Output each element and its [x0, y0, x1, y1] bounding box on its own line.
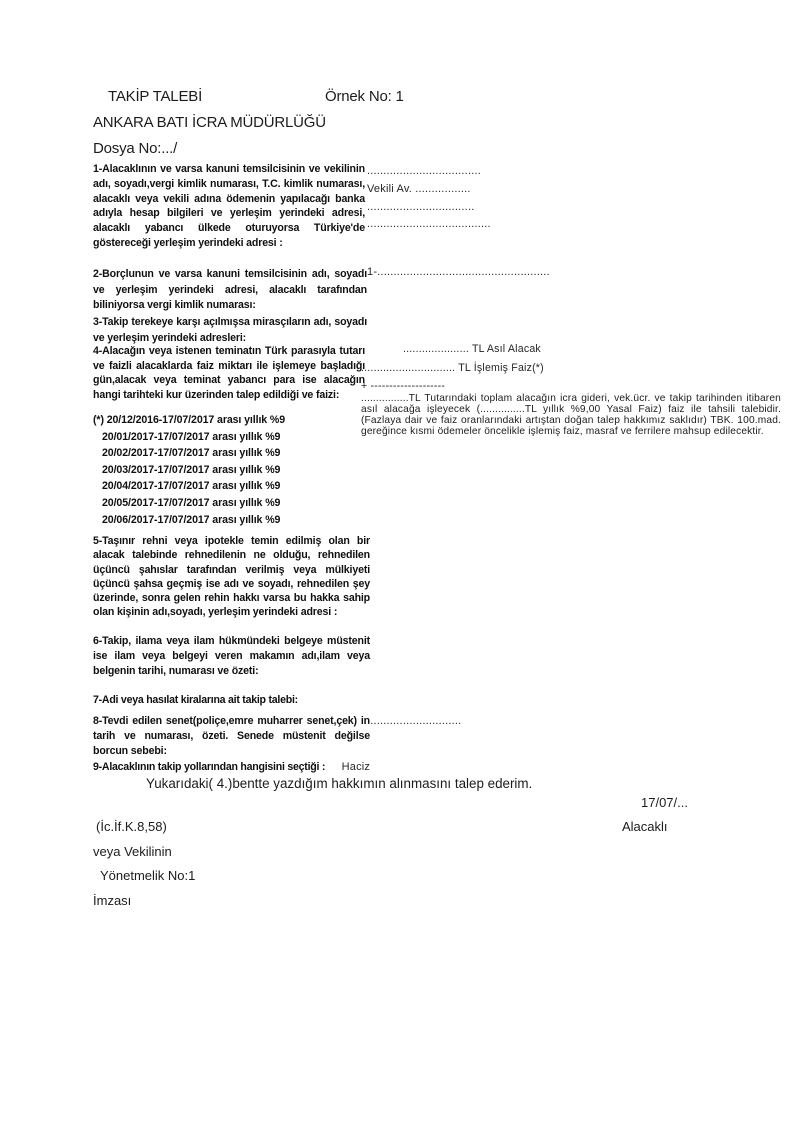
section-2-label: 2-Borçlunun ve varsa kanuni temsilcisinin adı, soyadı ve yerleşim yerindeki adresi, alacaklı tarafından biliniyorsa vergi kimlik numarası: [93, 268, 367, 311]
section-4-label: 4-Alacağın veya istenen teminatın Türk parasıyla tutarı ve faizli alacaklarda faiz miktarı ile işlemeye başladığı gün,alacak veya teminat yabancı para ise alacağın hangi tarihteki kur üzerinden talep edildiği ve faizi: [93, 345, 365, 401]
ornek-no: Örnek No: 1 [325, 88, 404, 105]
section-9-row [93, 757, 370, 775]
section-1-fill-lines [367, 163, 491, 234]
fill-line: ...................................... [367, 218, 491, 231]
total-claim-note: ................TL Tutarındaki toplam alacağın icra gideri, vek.ücr. ve takip tarihinden itibaren asıl alacağa işleyecek (...............TL yıllık %9,00 Yasal Faiz) faiz ile tahsili talebidir. (Fazlaya dair ve faiz oranlarındaki artıştan doğan talep hakkımız saklıdır) TBK. 100.mad. gereğince kısmi ödemeler öncelikle işlemiş faiz, masraf ve ferrilere mahsup edilecektir. [361, 393, 781, 437]
interest-rate-list [93, 412, 285, 528]
section-2-fill-line: 1-..................................................... [367, 266, 550, 278]
section-6-label: 6-Takip, ilama veya ilam hükmündeki belgeye müstenit ise ilam veya belgeyi veren makamın adı,ilam veya belgenin tarihi, numarası ve özeti: [93, 635, 370, 677]
claim-amount-lines [361, 340, 544, 396]
section-3-label: 3-Takip terekeye karşı açılmışsa mirasçıların adı, soyadı ve yerleşim yerindeki adresleri: [93, 316, 367, 344]
interest-rate-line: 20/05/2017-17/07/2017 arası yıllık %9 [102, 496, 281, 509]
section-9-value-haciz: Haciz [341, 761, 371, 773]
section-8-fill-line: ............................. [367, 715, 462, 727]
interest-rate-line: (*) 20/12/2016-17/07/2017 arası yıllık %9 [93, 414, 286, 426]
amount-line-islemis-faiz: .............................. TL İşlemiş Faiz(*) [361, 361, 544, 374]
date-value: 17/07/... [641, 795, 688, 810]
regulation-no: Yönetmelik No:1 [100, 868, 196, 883]
section-8-label: 8-Tevdi edilen senet(poliçe,emre muharrer senet,çek) in tarih ve numarası, özeti. Senede müstenit değilse borcun sebebi: [93, 715, 370, 757]
interest-rate-line: 20/06/2017-17/07/2017 arası yıllık %9 [102, 513, 281, 526]
office-name: ANKARA BATI İCRA MÜDÜRLÜĞÜ [93, 114, 326, 131]
signature-label: İmzası [93, 893, 132, 908]
vekili-av-line: Vekili Av. ................. [367, 182, 471, 195]
fill-line: ................................... [367, 165, 481, 177]
interest-rate-line: 20/01/2017-17/07/2017 arası yıllık %9 [102, 430, 281, 443]
document-title: TAKİP TALEBİ [108, 88, 203, 105]
amount-line-asil-alacak: ..................... TL Asıl Alacak [403, 343, 541, 355]
law-reference: (İc.İf.K.8,58) [96, 819, 167, 834]
section-1-label: 1-Alacaklının ve varsa kanuni temsilcisinin ve vekilinin adı, soyadı,vergi kimlik numarası, T.C. kimlik numarası, alacaklı veya vekili adına ödemenin yapılacağı banka adıyla hesap bilgileri ve yerleşim yerindeki adresi, alacaklı yabancı ülkede oturuyorsa Türkiye'de göstereceği yerleşim yerindeki adresi : [93, 163, 365, 249]
interest-rate-line: 20/04/2017-17/07/2017 arası yıllık %9 [102, 480, 281, 493]
request-statement: Yukarıdaki( 4.)bentte yazdığım hakkımın alınmasını talep ederim. [146, 776, 533, 791]
interest-rate-line: 20/03/2017-17/07/2017 arası yıllık %9 [102, 463, 281, 476]
fill-line: ................................. [367, 200, 475, 213]
dosya-no: Dosya No:.../ [93, 140, 178, 157]
section-9-label: 9-Alacaklının takip yollarından hangisini seçtiği : [93, 761, 326, 773]
section-7-label: 7-Adi veya hasılat kiralarına ait takip talebi: [93, 694, 298, 706]
interest-rate-line: 20/02/2017-17/07/2017 arası yıllık %9 [102, 447, 281, 460]
section-5-label: 5-Taşınır rehni veya ipotekle temin edilmiş olan bir alacak talebinde rehnedilenin ne olduğu, rehnedilen üçüncü şahıslar tarafından verilmiş veya mülkiyeti üçüncü şahsa geçmiş ise adı ve soyadı, rehnedilen şey üzerinde, sonra gelen rehin hakkı varsa bu hakka sahip olan kişinin adı,soyadı, yerleşim yerindeki adresi : [93, 535, 370, 619]
or-attorney-label: veya Vekilinin [93, 844, 172, 859]
creditor-label: Alacaklı [622, 819, 668, 834]
amount-sum-divider: + -------------------- [361, 380, 446, 393]
